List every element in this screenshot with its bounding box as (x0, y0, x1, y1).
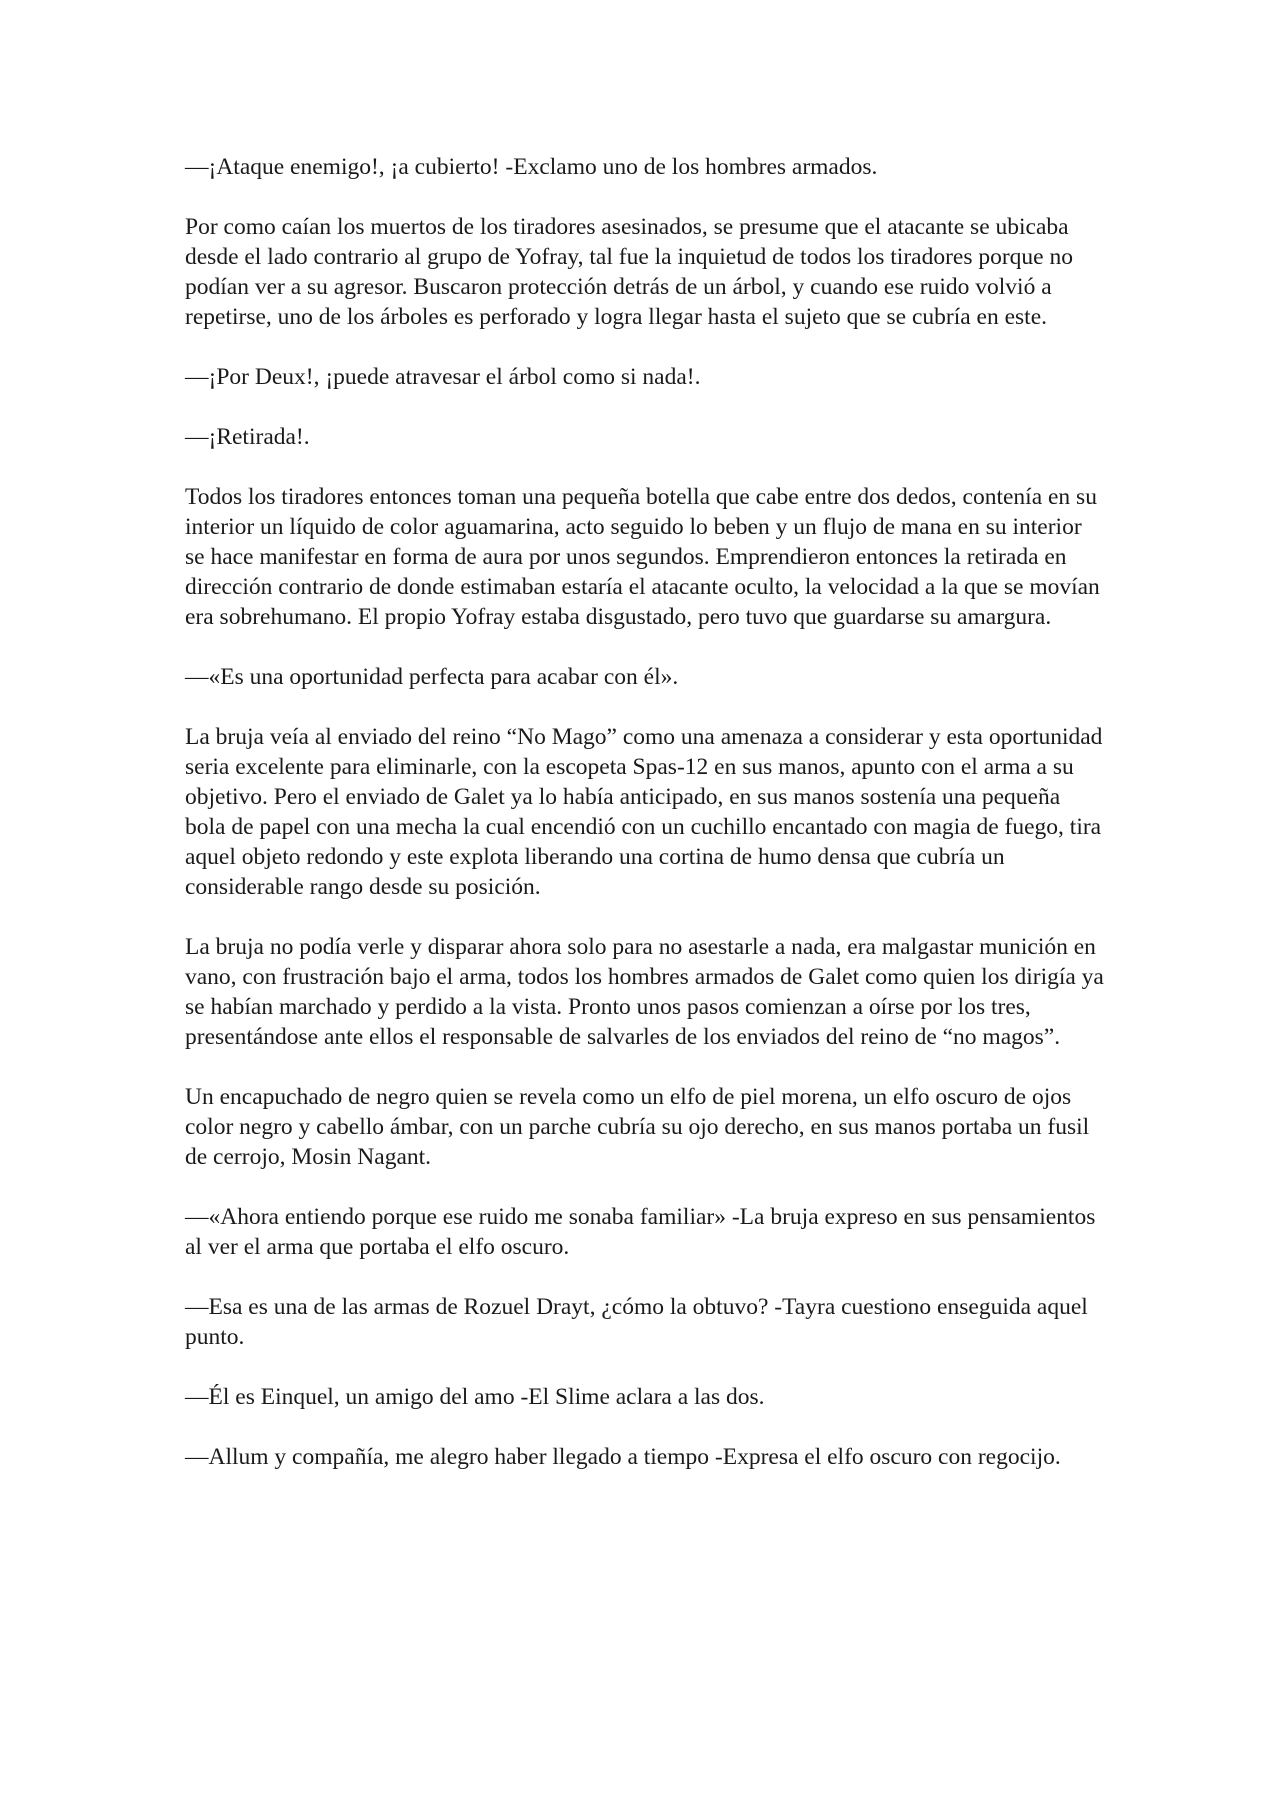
paragraph-9: Un encapuchado de negro quien se revela como un elfo de piel morena, un elfo oscuro de ojos color negro y cabello ámbar, con un parche cubría su ojo derecho, en sus manos portaba un fusil de cerrojo, Mosin Nagant. (185, 1084, 1090, 1170)
document-body (185, 152, 1105, 1502)
paragraph-1: —¡Ataque enemigo!, ¡a cubierto! -Exclamo uno de los hombres armados. (185, 154, 878, 180)
paragraph-11: —Esa es una de las armas de Rozuel Drayt, ¿cómo la obtuvo? -Tayra cuestiono enseguida aquel punto. (185, 1294, 1088, 1350)
paragraph-10: —«Ahora entiendo porque ese ruido me sonaba familiar» -La bruja expreso en sus pensamientos al ver el arma que portaba el elfo oscuro. (185, 1204, 1096, 1260)
paragraph-12: —Él es Einquel, un amigo del amo -El Slime aclara a las dos. (185, 1384, 765, 1410)
paragraph-6: —«Es una oportunidad perfecta para acabar con él». (185, 664, 679, 690)
paragraph-8: La bruja no podía verle y disparar ahora solo para no asestarle a nada, era malgastar munición en vano, con frustración bajo el arma, todos los hombres armados de Galet como quien los dirigía ya se habían marchado y perdido a la vista. Pronto unos pasos comienzan a oírse por los tres, presentándose ante ellos el responsable de salvarles de los enviados del reino de “no magos”. (185, 934, 1104, 1050)
paragraph-3: —¡Por Deux!, ¡puede atravesar el árbol como si nada!. (185, 364, 701, 390)
paragraph-7: La bruja veía al enviado del reino “No Mago” como una amenaza a considerar y esta oportunidad seria excelente para eliminarle, con la escopeta Spas-12 en sus manos, apunto con el arma a su objetivo. Pero el enviado de Galet ya lo había anticipado, en sus manos sostenía una pequeña bola de papel con una mecha la cual encendió con un cuchillo encantado con magia de fuego, tira aquel objeto redondo y este explota liberando una cortina de humo densa que cubría un considerable rango desde su posición. (185, 724, 1103, 900)
paragraph-5: Todos los tiradores entonces toman una pequeña botella que cabe entre dos dedos, contenía en su interior un líquido de color aguamarina, acto seguido lo beben y un flujo de mana en su interior se hace manifestar en forma de aura por unos segundos. Emprendieron entonces la retirada en dirección contrario de donde estimaban estaría el atacante oculto, la velocidad a la que se movían era sobrehumano. El propio Yofray estaba disgustado, pero tuvo que guardarse su amargura. (185, 484, 1100, 630)
paragraph-13: —Allum y compañía, me alegro haber llegado a tiempo -Expresa el elfo oscuro con regocijo. (185, 1444, 1061, 1470)
paragraph-4: —¡Retirada!. (185, 424, 310, 450)
paragraph-2: Por como caían los muertos de los tiradores asesinados, se presume que el atacante se ubicaba desde el lado contrario al grupo de Yofray, tal fue la inquietud de todos los tiradores porque no podían ver a su agresor. Buscaron protección detrás de un árbol, y cuando ese ruido volvió a repetirse, uno de los árboles es perforado y logra llegar hasta el sujeto que se cubría en este. (185, 214, 1073, 330)
